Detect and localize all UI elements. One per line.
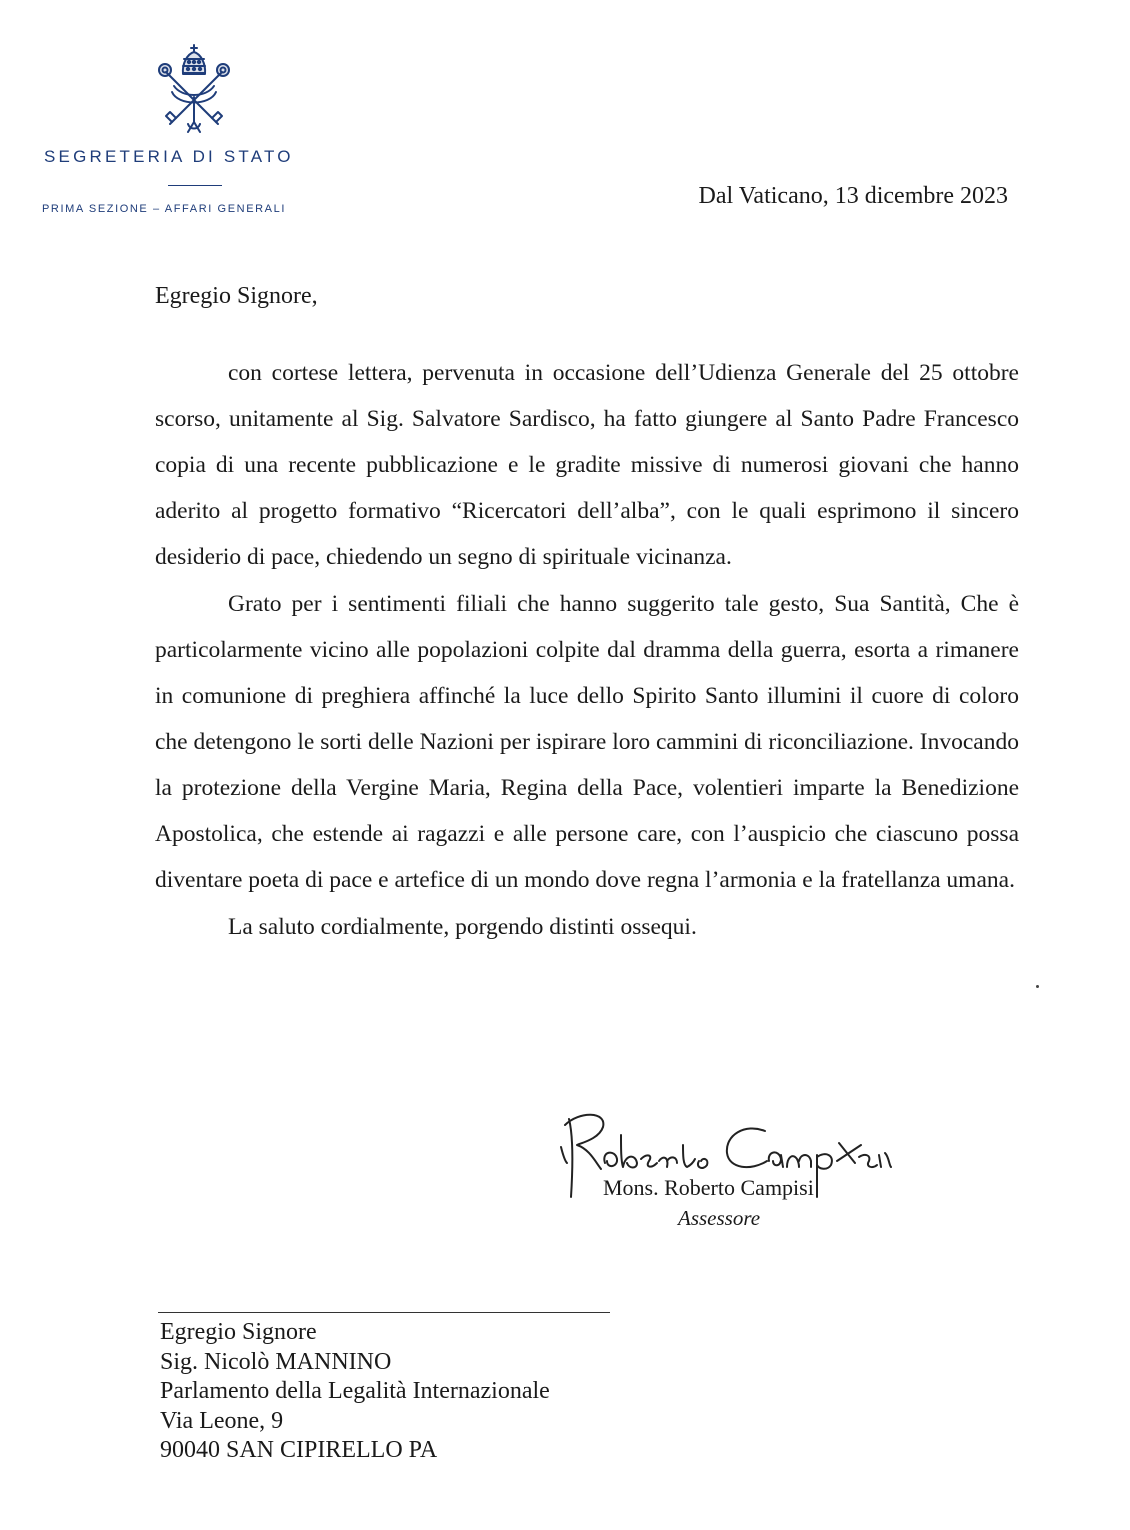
body-paragraph: Grato per i sentimenti filiali che hanno suggerito tale gesto, Sua Santità, Che è particolarmente vicino alle popolazioni colpite dal dramma della guerra, esorta a rimanere in comunione di preghiera affinché la luce dello Spirito Santo illumini il cuore di coloro che detengono le sorti delle Nazioni per ispirare loro cammini di riconciliazione. Invocando la protezione della Vergine Maria, Regina della Pace, volentieri imparte la Benedizione Apostolica, che estende ai ragazzi e alle persone care, con l’auspicio che ciascuno possa diventare poeta di pace e artefice di un mondo dove regna l’armonia e la fratellanza umana.: [155, 591, 1019, 893]
recipient-address: [160, 1318, 550, 1466]
address-divider: [158, 1312, 610, 1313]
salutation: Egregio Signore,: [155, 283, 318, 309]
recipient-line: Sig. Nicolò MANNINO: [160, 1348, 392, 1375]
signer-role: Assessore: [678, 1206, 761, 1230]
recipient-line: Parlamento della Legalità Internazionale: [160, 1378, 550, 1404]
letterhead-divider: [168, 185, 222, 186]
org-section: PRIMA SEZIONE – AFFARI GENERALI: [42, 203, 286, 215]
recipient-line: 90040 SAN CIPIRELLO PA: [160, 1437, 438, 1463]
recipient-line: Egregio Signore: [160, 1319, 317, 1345]
paper-speck: [1036, 985, 1039, 988]
recipient-line: Via Leone, 9: [160, 1407, 284, 1434]
signer-name: Mons. Roberto Campisi: [603, 1175, 814, 1200]
papal-coat-of-arms-icon: [152, 42, 236, 138]
body-paragraph: La saluto cordialmente, porgendo distinti ossequi.: [228, 914, 697, 940]
org-name: SEGRETERIA DI STATO: [44, 147, 294, 166]
letter-date: Dal Vaticano, 13 dicembre 2023: [698, 183, 1008, 209]
letter-body: [155, 350, 1019, 950]
body-paragraph: con cortese lettera, pervenuta in occasione dell’Udienza Generale del 25 ottobre scorso, unitamente al Sig. Salvatore Sardisco, ha fatto giungere al Santo Padre Francesco copia di una recente pubblicazione e le gradite missive di numerosi giovani che hanno aderito al progetto formativo “Ricercatori dell’alba”, con le quali esprimono il sincero desiderio di pace, chiedendo un segno di spirituale vicinanza.: [155, 360, 1019, 570]
